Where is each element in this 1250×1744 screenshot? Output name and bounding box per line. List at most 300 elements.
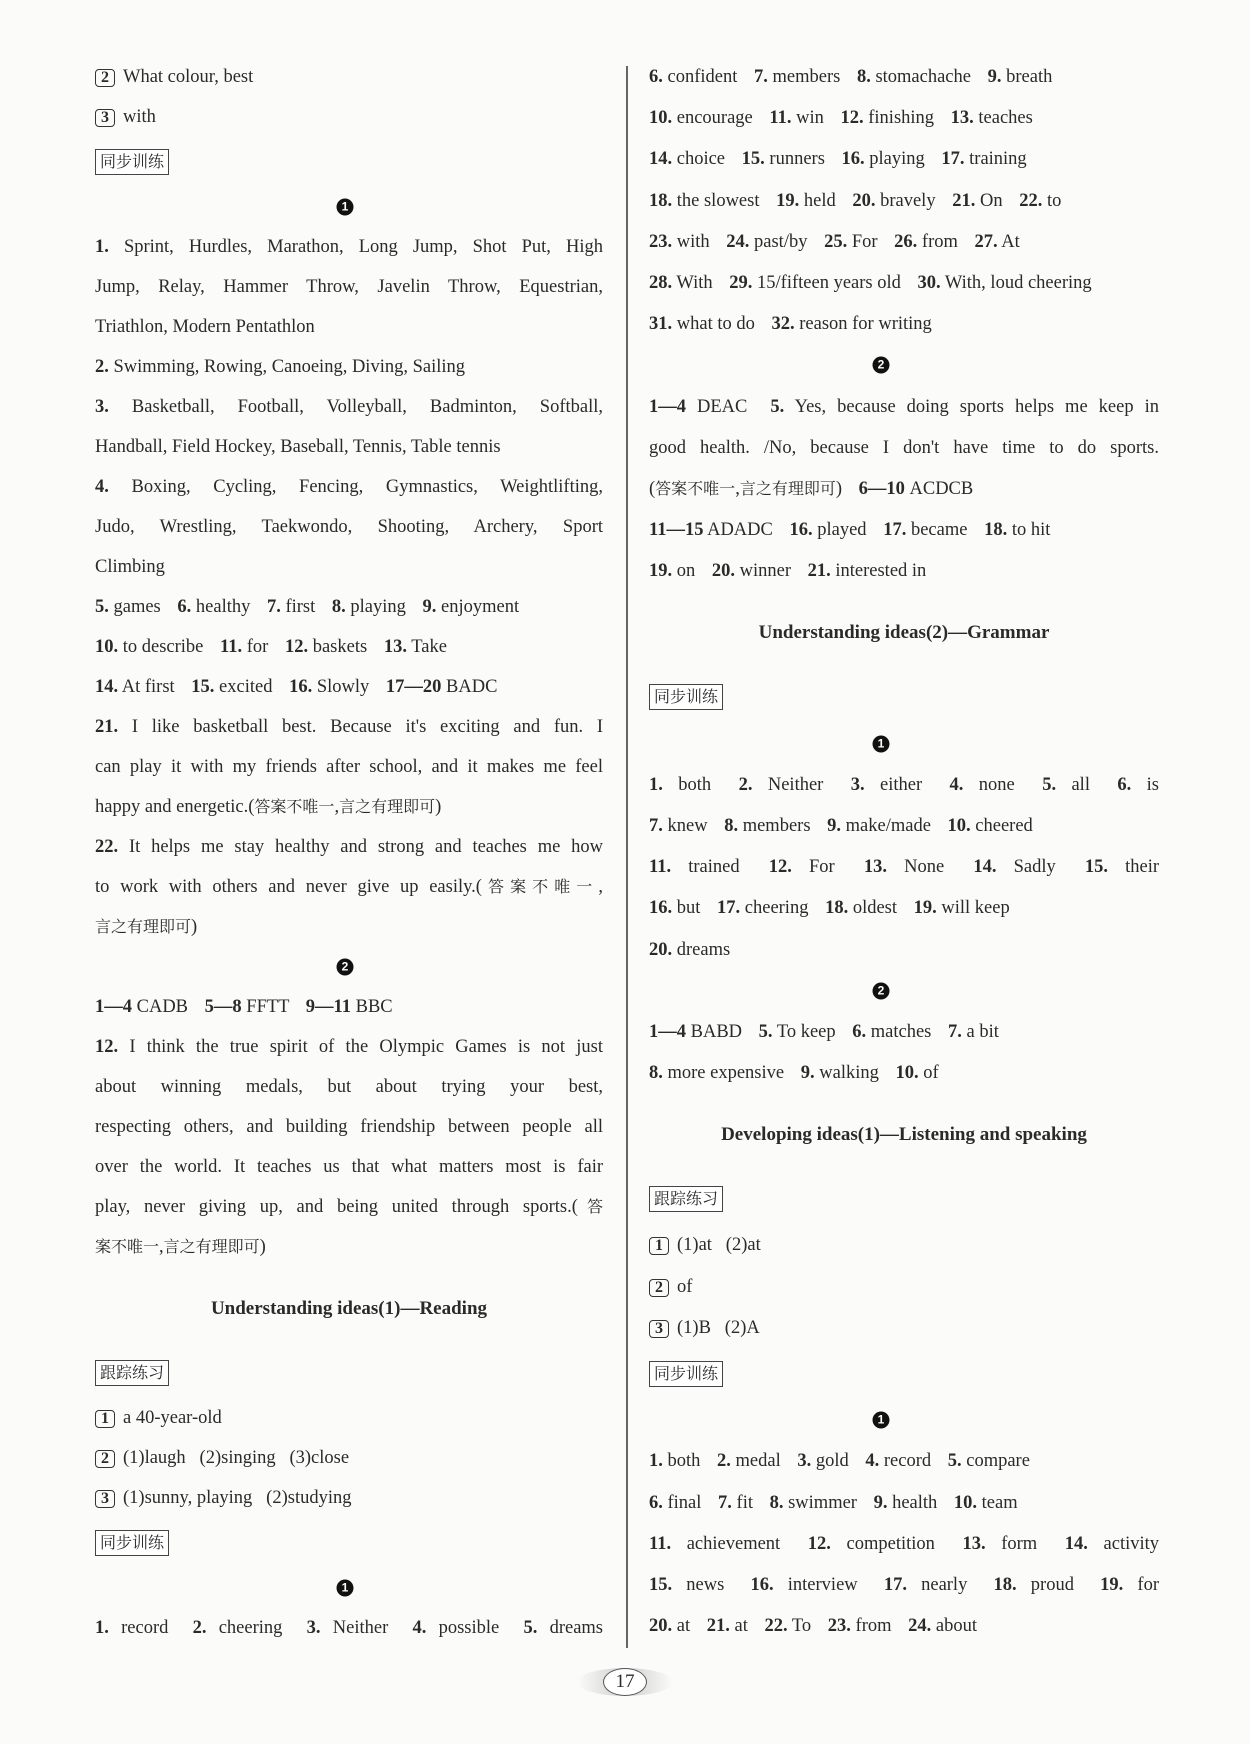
answer-text: more expensive [662, 1063, 789, 1084]
answer-text: a 40-year-old [123, 1408, 222, 1428]
answer-line [95, 1232, 266, 1262]
question-number: 3. [95, 397, 109, 417]
question-number: 23. [649, 231, 673, 252]
answer-text: winner [735, 561, 796, 582]
question-number: 1. [649, 774, 663, 795]
answer-text: win [791, 108, 829, 129]
answer-text: ADADC [703, 520, 778, 541]
answer-text: stomachache [870, 67, 976, 87]
exercise-label-box: 同步训练 [649, 684, 723, 710]
boxed-number: 2 [649, 1279, 669, 1297]
answer-text: about winning medals, but about trying your best, [95, 1077, 603, 1097]
question-number: 4. [412, 1618, 427, 1638]
answer-line [649, 1058, 939, 1088]
question-number: 7. [754, 67, 768, 87]
question-number: 17. [883, 1575, 907, 1595]
question-number: 29. [729, 273, 753, 293]
answer-text: bravely [875, 190, 941, 211]
answer-line [95, 872, 603, 902]
answer-text: For [791, 857, 852, 878]
question-number: 1. [95, 237, 109, 257]
question-number: 10. [895, 1063, 919, 1084]
question-number: 11. [649, 857, 672, 878]
answer-text: playing [345, 597, 411, 617]
answer-text: members [738, 816, 816, 836]
answer-text: both [662, 774, 727, 795]
exercise-label [95, 1528, 169, 1558]
answer-line [95, 1072, 603, 1102]
question-number: 28. [649, 273, 673, 293]
question-number: 5. [523, 1618, 538, 1638]
answer-text: gold [811, 1451, 854, 1472]
answer-text: CADB [132, 997, 193, 1017]
question-number: 11. [769, 108, 792, 129]
answer-text: (1)B (2)A [677, 1317, 760, 1338]
exercise-label-box: 跟踪练习 [649, 1186, 723, 1212]
question-number: 19. [649, 561, 673, 582]
question-number: 4. [949, 774, 964, 795]
answer-text: Boxing, Cycling, Fencing, Gymnastics, Weightlifting, [108, 477, 603, 497]
answer-text: ACDCB [904, 479, 974, 499]
answer-line [649, 144, 1027, 174]
answer-text: respecting others, and building friendship between people all [95, 1117, 603, 1137]
question-number: 14. [649, 149, 673, 170]
question-number: 8. [649, 1063, 663, 1084]
answer-text: None [886, 857, 962, 878]
answer-text: With, loud cheering [940, 273, 1092, 293]
exercise-label [95, 1358, 169, 1388]
answer-text: their [1107, 857, 1159, 878]
answer-text: (1)sunny, playing (2)studying [123, 1488, 352, 1508]
question-number: 18. [993, 1575, 1017, 1595]
answer-text: compare [961, 1451, 1030, 1472]
answer-text: Neither [320, 1618, 401, 1638]
answer-text: on [672, 561, 700, 582]
boxed-answer [95, 1443, 349, 1473]
answer-text: dreams [672, 939, 731, 960]
section-heading: Developing ideas(1)—Listening and speaking [721, 1124, 1087, 1146]
answer-text: but [672, 898, 706, 919]
section-heading: Understanding ideas(1)—Reading [210, 1298, 488, 1319]
answer-text: cheered [970, 816, 1033, 836]
question-number: 10. [95, 637, 119, 657]
answer-line [95, 552, 165, 582]
answer-line [649, 1017, 999, 1047]
answer-line [95, 832, 603, 862]
answer-line [95, 472, 603, 502]
answer-text: with [672, 231, 715, 252]
answer-text: medal [730, 1451, 786, 1472]
answer-text: is [1131, 774, 1159, 795]
boxed-number: 2 [95, 69, 115, 87]
exercise-label-box: 同步训练 [95, 1530, 169, 1556]
answer-line [649, 556, 926, 586]
answer-text: the slowest [672, 190, 765, 211]
question-number: 31. [649, 314, 673, 335]
question-number: 6. [177, 597, 192, 617]
section-number-icon: 1 [873, 735, 890, 752]
question-number: 5. [947, 1451, 962, 1472]
answer-line [649, 62, 1052, 92]
question-number: 9. [873, 1492, 888, 1513]
answer-text: from [850, 1616, 897, 1637]
answer-text: playing [864, 149, 930, 170]
question-number: 23. [827, 1616, 851, 1637]
question-number: 13. [383, 637, 407, 657]
question-number: 13. [962, 1533, 986, 1554]
question-number: 8. [769, 1492, 784, 1513]
boxed-answer [649, 1272, 692, 1302]
answer-text: played [812, 520, 872, 541]
exercise-label-box: 同步训练 [649, 1361, 723, 1387]
answer-line [649, 1488, 1018, 1518]
question-number: 16. [789, 520, 813, 541]
question-number: 12. [840, 108, 864, 129]
question-number: 1—4 [95, 997, 132, 1017]
answer-text: can play it with my friends after school, and it makes me feel [95, 757, 603, 777]
question-number: 10. [953, 1492, 978, 1513]
answer-line [649, 227, 1020, 257]
answer-text: held [799, 190, 841, 211]
boxed-number: 3 [649, 1320, 669, 1338]
answer-text: On [975, 190, 1008, 211]
answer-text: what to do [672, 314, 760, 335]
question-number: 20. [649, 1616, 673, 1637]
question-number: 20. [711, 561, 735, 582]
answer-text: final [662, 1492, 707, 1513]
answer-text: make/made [841, 816, 936, 836]
answer-line [95, 592, 519, 622]
answer-line [649, 268, 1092, 298]
answer-line [95, 352, 465, 382]
question-number: 6. [1117, 774, 1132, 795]
question-number: 16. [750, 1575, 774, 1595]
answer-text: for [242, 637, 273, 657]
page-number-badge [577, 1668, 673, 1696]
answer-line [649, 392, 1159, 422]
answer-text: , [735, 479, 740, 499]
answer-text: Triathlon, Modern Pentathlon [95, 317, 315, 337]
answer-text: ( [649, 479, 656, 499]
answer-line [649, 1446, 1030, 1476]
question-number: 12. [768, 857, 792, 878]
answer-line [649, 770, 1159, 800]
question-number: 1. [649, 1451, 663, 1472]
question-number: 17. [883, 520, 907, 541]
question-number: 16. [289, 677, 313, 697]
question-number: 14. [1064, 1533, 1088, 1554]
question-number: 22. [1019, 190, 1043, 211]
boxed-number: 3 [95, 1490, 115, 1508]
answer-line [649, 186, 1061, 216]
section-number-icon: 1 [337, 199, 354, 216]
answer-text: BABD [686, 1022, 747, 1042]
question-number: 7. [948, 1022, 962, 1042]
answer-text: breath [1001, 67, 1053, 87]
answer-text: 言之有理即可 [95, 917, 192, 936]
question-number: 27. [974, 231, 998, 252]
answer-line [649, 935, 730, 965]
answer-text: reason for writing [794, 314, 932, 335]
answer-line [95, 432, 501, 462]
answer-line [95, 1152, 603, 1182]
question-number: 2. [717, 1451, 731, 1472]
question-number: 8. [724, 816, 739, 836]
answer-line [649, 1529, 1159, 1559]
answer-text: 答 [577, 1197, 603, 1216]
boxed-answer [95, 1403, 222, 1433]
question-number: 1. [95, 1618, 109, 1638]
answer-line [95, 752, 603, 782]
answer-text: DEAC [686, 396, 759, 417]
question-number: 22. [764, 1616, 788, 1637]
answer-text: At [997, 231, 1020, 252]
question-number: 5. [758, 1022, 773, 1042]
answer-text: To keep [772, 1022, 841, 1042]
answer-line [649, 474, 973, 504]
answer-line [649, 1570, 1159, 1600]
answer-text: to [1042, 190, 1062, 211]
question-number: 21. [807, 561, 831, 582]
answer-text: nearly [906, 1575, 982, 1595]
answer-text: ) [835, 479, 847, 499]
answer-text: will keep [936, 898, 1010, 919]
answer-text: Climbing [95, 557, 165, 577]
answer-line [649, 893, 1010, 923]
question-number: 7. [266, 597, 281, 617]
answer-text: excited [214, 677, 278, 697]
question-number: 6. [649, 1492, 663, 1513]
answer-text: (1)laugh (2)singing (3)close [123, 1448, 350, 1468]
question-number: 16. [841, 149, 865, 170]
answer-text: achievement [671, 1533, 796, 1554]
question-number: 9. [827, 816, 842, 836]
answer-line [95, 712, 603, 742]
answer-text: , [598, 877, 603, 897]
answer-text: from [917, 231, 963, 252]
answer-line [95, 1112, 603, 1142]
question-number: 15. [191, 677, 215, 697]
question-number: 5. [95, 597, 109, 617]
answer-text: to hit [1007, 520, 1051, 541]
answer-text: 答案不唯一 [254, 797, 335, 816]
answer-text: news [672, 1575, 739, 1595]
answer-text: record [879, 1451, 936, 1472]
answer-text: either [864, 774, 938, 795]
answer-line [649, 103, 1033, 133]
answer-text: enjoyment [436, 597, 520, 617]
section-number-icon: 1 [873, 1412, 890, 1429]
answer-text: With [672, 273, 718, 293]
answer-text: Yes, because doing sports helps me keep in [784, 396, 1159, 417]
answer-text: To [787, 1616, 816, 1637]
answer-line [95, 512, 603, 542]
answer-text: Judo, Wrestling, Taekwondo, Shooting, Archery, Sport [95, 517, 603, 537]
answer-text: Basketball, Football, Volleyball, Badminton, Softball, [108, 397, 603, 417]
question-number: 3. [850, 774, 865, 795]
answer-text: training [964, 149, 1027, 170]
answer-text: 答案不唯一 [655, 479, 736, 498]
question-number: 17—20 [385, 677, 442, 697]
question-number: 24. [726, 231, 750, 252]
question-number: 30. [917, 273, 941, 293]
question-number: 6. [852, 1022, 867, 1042]
answer-line [95, 392, 603, 422]
question-number: 32. [771, 314, 795, 335]
answer-text: play, never giving up, and being united through sports.( [95, 1197, 578, 1217]
answer-text: of [677, 1276, 693, 1297]
question-number: 9—11 [305, 997, 351, 1017]
answer-line [95, 232, 603, 262]
answer-text: activity [1087, 1533, 1159, 1554]
answer-line [95, 912, 197, 942]
boxed-answer [95, 102, 156, 132]
question-number: 9. [987, 67, 1002, 87]
question-number: 5. [1042, 774, 1057, 795]
answer-text: at [672, 1616, 695, 1637]
question-number: 1—4 [649, 1022, 686, 1042]
answer-text: Sadly [996, 857, 1073, 878]
question-number: 13. [950, 108, 974, 129]
answer-text: interview [773, 1575, 872, 1595]
boxed-number: 3 [95, 109, 115, 127]
question-number: 6—10 [858, 479, 905, 499]
answer-text: What colour, best [123, 67, 254, 87]
exercise-label-box: 同步训练 [95, 149, 169, 175]
answer-text: all [1056, 774, 1106, 795]
answer-text: knew [662, 816, 713, 836]
question-number: 22. [95, 837, 119, 857]
answer-text: Take [406, 637, 447, 657]
answer-text: I think the true spirit of the Olympic Games is not just [118, 1037, 603, 1057]
question-number: 5. [770, 396, 785, 417]
answer-text: became [906, 520, 973, 541]
answer-line [649, 433, 1159, 463]
answer-text: over the world. It teaches us that what matters most is fair [95, 1157, 603, 1177]
answer-text: Slowly [312, 677, 374, 697]
question-number: 2. [192, 1618, 207, 1638]
answer-text: 案不唯一 [95, 1237, 160, 1256]
question-number: 14. [95, 677, 119, 697]
question-number: 19. [1100, 1575, 1124, 1595]
answer-text: healthy [191, 597, 255, 617]
question-number: 3. [306, 1618, 321, 1638]
question-number: 12. [95, 1037, 119, 1057]
question-number: 2. [95, 357, 109, 377]
exercise-label-box: 跟踪练习 [95, 1360, 169, 1386]
boxed-answer [649, 1230, 761, 1260]
answer-text: Swimming, Rowing, Canoeing, Diving, Sailing [108, 357, 466, 377]
boxed-answer [95, 1483, 352, 1513]
answer-text: oldest [848, 898, 902, 919]
answer-text: to describe [118, 637, 209, 657]
answer-line [649, 852, 1159, 882]
answer-text: Neither [752, 774, 839, 795]
section-heading: Understanding ideas(2)—Grammar [758, 622, 1050, 644]
page-number: 17 [603, 1668, 647, 1696]
question-number: 11. [649, 1533, 672, 1554]
answer-text: encourage [672, 108, 758, 129]
answer-text: team [977, 1492, 1018, 1513]
answer-text: happy and energetic.( [95, 797, 255, 817]
answer-text: with [123, 107, 156, 127]
boxed-answer [95, 62, 253, 92]
question-number: 7. [649, 816, 663, 836]
exercise-label [649, 1184, 723, 1214]
answer-text: 言之有理即可 [339, 797, 436, 816]
question-number: 11. [220, 637, 243, 657]
answer-text: 言之有理即可 [163, 1237, 260, 1256]
boxed-answer [649, 1313, 760, 1343]
question-number: 11—15 [649, 520, 704, 541]
answer-text: for [1123, 1575, 1159, 1595]
answer-text: a bit [961, 1022, 999, 1042]
answer-text: cheering [206, 1618, 295, 1638]
answer-text: FFTT [241, 997, 294, 1017]
answer-text: finishing [863, 108, 939, 129]
answer-line [95, 1192, 603, 1222]
answer-text: Jump, Relay, Hammer Throw, Javelin Throw, Equestrian, [95, 277, 603, 297]
answer-text: about [931, 1616, 977, 1637]
answer-text: It helps me stay healthy and strong and teaches me how [118, 837, 603, 857]
question-number: 14. [973, 857, 997, 878]
answer-text: BBC [351, 997, 393, 1017]
answer-line [649, 811, 1033, 841]
answer-line [95, 1032, 603, 1062]
question-number: 8. [856, 67, 871, 87]
answer-text: cheering [740, 898, 814, 919]
question-number: 26. [894, 231, 918, 252]
question-number: 21. [952, 190, 976, 211]
answer-text: walking [814, 1063, 884, 1084]
answer-text: teaches [973, 108, 1033, 129]
question-number: 2. [738, 774, 753, 795]
answer-text: first [280, 597, 320, 617]
answer-text: health [887, 1492, 942, 1513]
question-number: 25. [824, 231, 848, 252]
question-number: 1—4 [649, 396, 686, 417]
answer-text: at [729, 1616, 753, 1637]
question-number: 12. [807, 1533, 831, 1554]
question-number: 3. [797, 1451, 812, 1472]
answer-line [95, 992, 393, 1022]
answer-text: choice [672, 149, 730, 170]
answer-text: record [108, 1618, 181, 1638]
answer-text: BADC [441, 677, 498, 697]
answer-text: past/by [749, 231, 813, 252]
answer-text: , [159, 1237, 164, 1257]
answer-text: I like basketball best. Because it's exciting and fun. I [118, 717, 603, 737]
question-number: 13. [863, 857, 887, 878]
question-number: 12. [284, 637, 309, 657]
answer-text: (1)at (2)at [677, 1235, 761, 1256]
question-number: 5—8 [204, 997, 242, 1017]
answer-text: form [985, 1533, 1053, 1554]
answer-text: ) [435, 797, 442, 817]
exercise-label [649, 1359, 723, 1389]
question-number: 7. [718, 1492, 732, 1513]
answer-text: good health. /No, because I don't have time to do sports. [649, 437, 1159, 458]
question-number: 10. [947, 816, 971, 836]
answer-text: matches [866, 1022, 937, 1042]
answer-text: competition [830, 1533, 951, 1554]
answer-text: ) [259, 1237, 266, 1257]
answer-text: trained [671, 857, 757, 878]
question-number: 4. [865, 1451, 880, 1472]
question-number: 21. [706, 1616, 730, 1637]
answer-line [95, 1613, 603, 1643]
question-number: 21. [95, 717, 119, 737]
